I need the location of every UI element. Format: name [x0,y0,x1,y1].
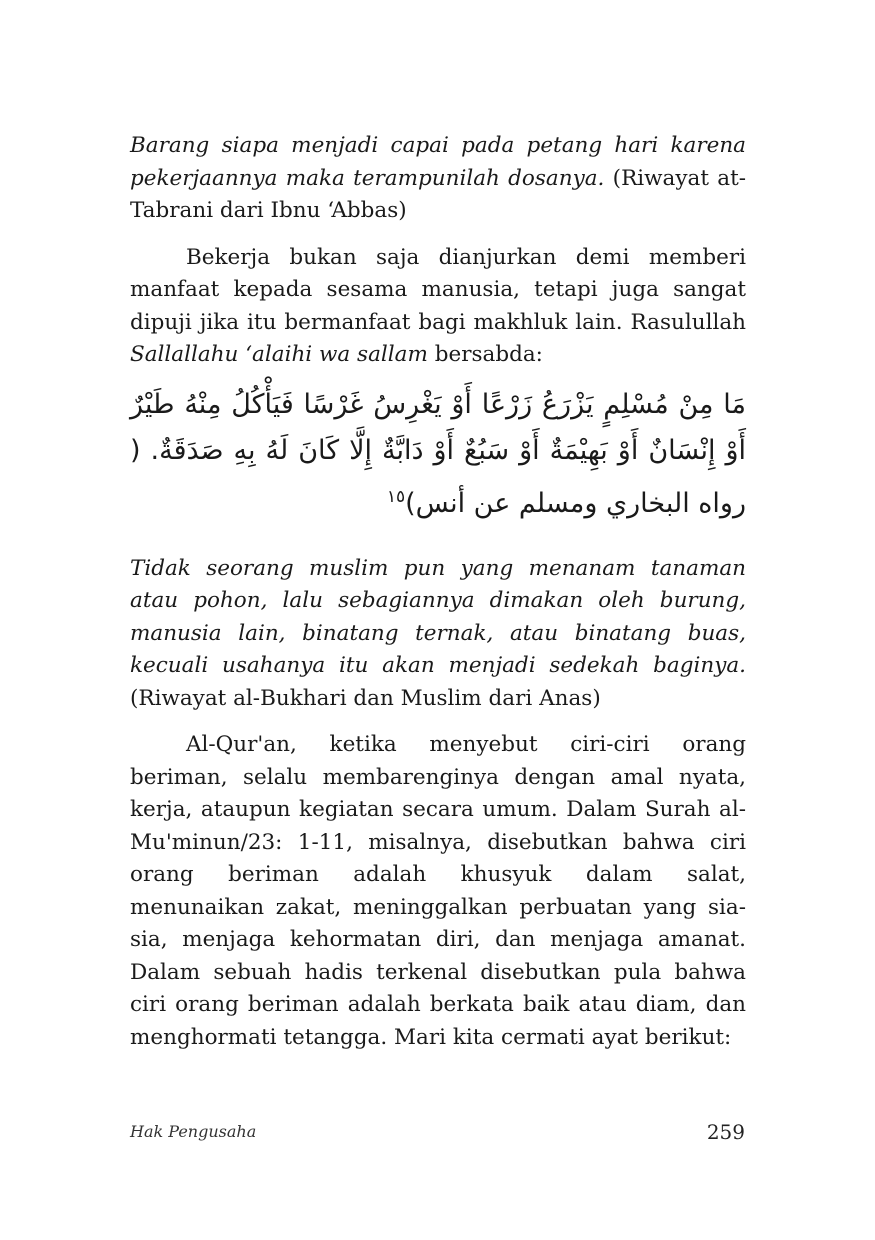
body-text-end: bersabda: [427,342,543,367]
footnote-marker: ١٥ [386,486,406,507]
hadith-source: (Riwayat at-Tabrani dari Ibnu ‘Abbas) [130,165,746,223]
paragraph-hadith-translation-1 [130,130,746,228]
page-body [130,130,746,1054]
hadith-source: (Riwayat al-Bukhari dan Muslim dari Anas) [130,685,601,711]
paragraph-body-2: Al-Qur'an, ketika menyebut ciri-ciri orang beriman, selalu membarenginya dengan amal nyata, kerja, ataupun kegiatan secara umum. Dalam Surah al-Mu'minun/23: 1-11, misalnya, disebutkan bahwa ciri orang beriman adalah khusyuk dalam salat, menunaikan zakat, meninggalkan perbuatan yang sia-sia, menjaga kehormatan diri, dan menjaga amanat. Dalam sebuah hadis terkenal disebutkan pula bahwa ciri orang beriman adalah berkata baik atau diam, dan menghormati tetangga. Mari kita cermati ayat berikut: [130,732,746,1050]
paragraph-body-1 [130,242,746,372]
running-footer-title: Hak Pengusaha [130,1122,257,1141]
salutation-italic: Sallallahu ‘alaihi wa sallam [130,342,428,367]
arabic-hadith [130,382,746,527]
paragraph-hadith-translation-2 [130,553,746,716]
arabic-text: مَا مِنْ مُسْلِمٍ يَزْرَعُ زَرْعًا أَوْ يَغْرِسُ غَرْسًا فَيَأْكُلُ مِنْهُ طَيْرٌ أَوْ إِنْسَانٌ أَوْ بَهِيْمَةٌ أَوْ سَبُعٌ أَوْ دَابَّةٌ إِلَّا كَانَ لَهُ بِهِ صَدَقَةٌ. ( رواه البخاري ومسلم عن أنس) [130,388,746,519]
translation-italic: Tidak seorang muslim pun yang menanam tanaman atau pohon, lalu sebagiannya dimakan oleh burung, manusia lain, binatang ternak, atau binatang buas, kecuali usahanya itu akan menjadi sedekah baginya. [130,555,746,678]
translation-italic: Barang siapa menjadi capai pada petang hari karena pekerjaannya maka terampunilah dosanya. [130,133,746,191]
page-number: 259 [706,1120,745,1144]
body-text: Bekerja bukan saja dianjurkan demi memberi manfaat kepada sesama manusia, tetapi juga sangat dipuji jika itu bermanfaat bagi makhluk lain. Rasulullah [130,244,746,335]
